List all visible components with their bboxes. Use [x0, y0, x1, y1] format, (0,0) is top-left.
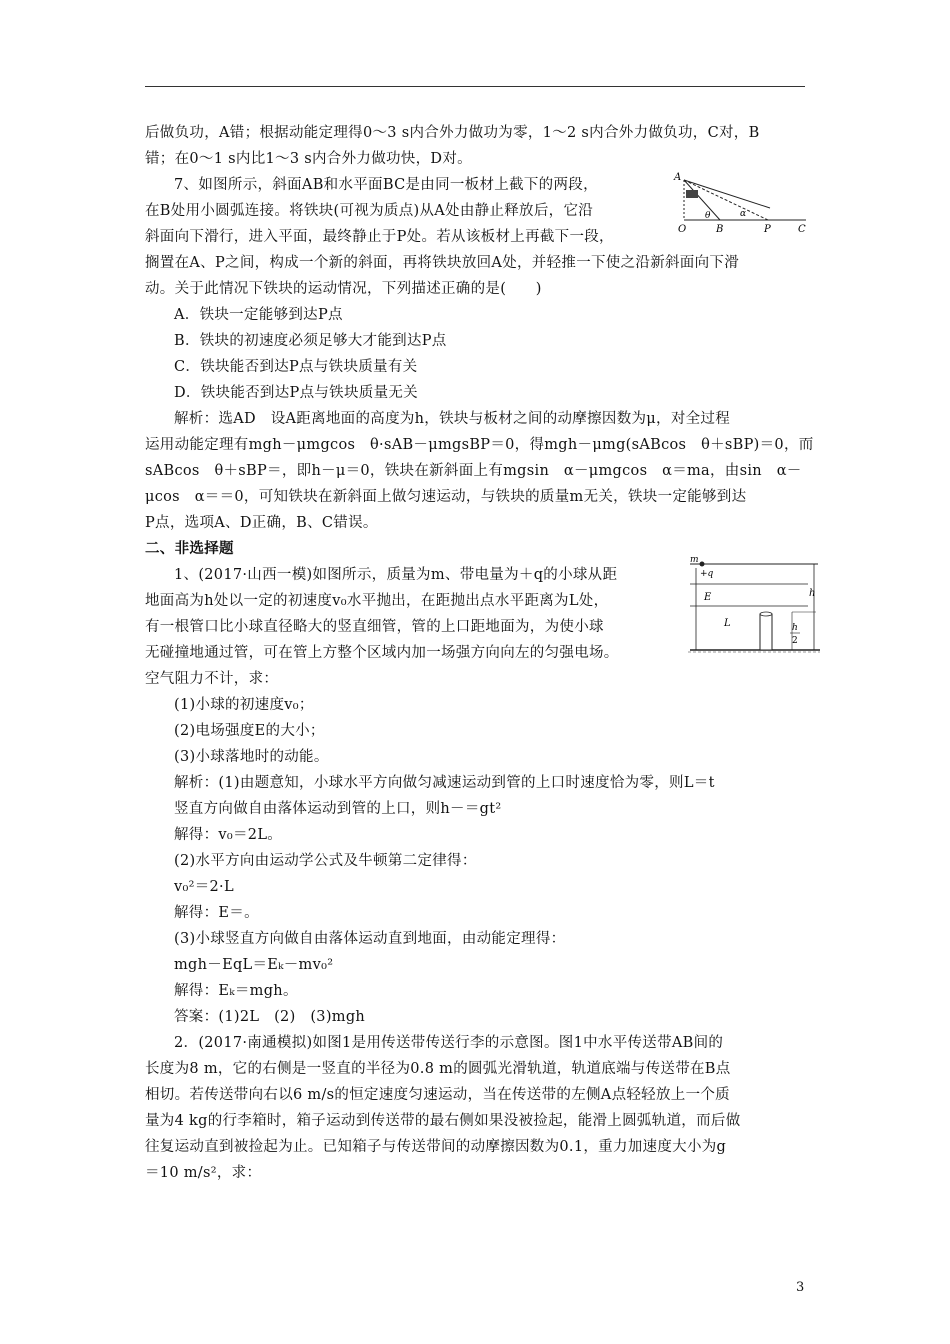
solution-line: P点，选项A、D正确，B、C错误。 — [145, 515, 378, 531]
sub-question: (2)电场强度E的大小； — [174, 723, 325, 739]
question-2-stem: 2．(2017·南通模拟)如图1是用传送带传送行李的示意图。图1中水平传送带AB间的 — [174, 1035, 724, 1051]
solution-line: 解得：v₀＝2L。 — [174, 827, 283, 843]
solution-line: 竖直方向做自由落体运动到管的上口，则h－＝gt² — [174, 801, 502, 817]
label-e: E — [704, 592, 712, 603]
option-c: C．铁块能否到达P点与铁块质量有关 — [174, 359, 418, 375]
incline-figure — [670, 168, 810, 238]
label-p: P — [764, 224, 771, 235]
text-line: 斜面向下滑行，进入平面，最终静止于P处。若从该板材上再截下一段， — [145, 229, 614, 245]
option-b: B．铁块的初速度必须足够大才能到达P点 — [174, 333, 447, 349]
text-line: 量为4 kg的行李箱时，箱子运动到传送带的最右侧如果没被捡起，能滑上圆弧轨道，而后做 — [145, 1113, 741, 1129]
text-line: ＝10 m/s²，求： — [145, 1165, 262, 1181]
label-alpha: α — [740, 209, 747, 219]
header-rule — [145, 86, 805, 87]
projectile-field-figure — [688, 554, 824, 658]
solution-line: 解析：(1)由题意知，小球水平方向做匀减速运动到管的上口时速度恰为零，则L＝t — [174, 775, 715, 791]
solution-line: 运用动能定理有mgh－μmgcos θ·sAB－μmgsBP＝0，得mgh－μmg(sABcos θ＋sBP)＝0，而 — [145, 437, 814, 453]
section-heading: 二、非选择题 — [145, 540, 234, 557]
text-line: 搁置在A、P之间，构成一个新的斜面，再将铁块放回A处，并轻推一下使之沿新斜面向下滑 — [145, 255, 739, 271]
sub-question: (1)小球的初速度v₀； — [174, 697, 314, 713]
text-line: 长度为8 m，它的右侧是一竖直的半径为0.8 m的圆弧光滑轨道，轨道底端与传送带在B点 — [145, 1061, 731, 1077]
text-line: 后做负功，A错；根据动能定理得0～3 s内合外力做功为零，1～2 s内合外力做负功，C对，B — [145, 125, 760, 141]
answer-line: 答案：(1)2L (2) (3)mgh — [174, 1009, 366, 1025]
sub-question: (3)小球落地时的动能。 — [174, 749, 329, 765]
label-q: +q — [700, 569, 714, 579]
label-a: A — [674, 172, 682, 183]
solution-line: (3)小球竖直方向做自由落体运动直到地面，由动能定理得： — [174, 931, 566, 947]
solution-line: μcos α＝＝0，可知铁块在新斜面上做匀速运动，与铁块的质量m无关，铁块一定能够到达 — [145, 489, 747, 505]
solution-line: 解得：Eₖ＝mgh。 — [174, 983, 298, 999]
text-line: 在B处用小圆弧连接。将铁块(可视为质点)从A处由静止释放后，它沿 — [145, 203, 594, 219]
text-line: 空气阻力不计，求： — [145, 671, 279, 687]
label-l: L — [724, 618, 731, 629]
solution-line: mgh－EqL＝Eₖ－mv₀² — [174, 957, 334, 973]
label-b: B — [716, 224, 724, 235]
text-line: 动。关于此情况下铁块的运动情况，下列描述正确的是( ) — [145, 281, 542, 297]
label-theta: θ — [705, 211, 711, 221]
text-line: 有一根管口比小球直径略大的竖直细管，管的上口距地面为，为使小球 — [145, 619, 604, 635]
label-half-h: h — [792, 623, 798, 633]
solution-line: sABcos θ＋sBP＝，即h－μ＝0，铁块在新斜面上有mgsin α－μmgcos α＝ma，由sin α－ — [145, 463, 802, 479]
text-line: 地面高为h处以一定的初速度v₀水平抛出，在距抛出点水平距离为L处， — [145, 593, 609, 609]
label-m: m — [690, 555, 699, 565]
option-d: D．铁块能否到达P点与铁块质量无关 — [174, 385, 418, 401]
solution-line: (2)水平方向由运动学公式及牛顿第二定律得： — [174, 853, 477, 869]
label-h: h — [809, 588, 816, 599]
label-c: C — [798, 224, 806, 235]
question-1-stem: 1、(2017·山西一模)如图所示，质量为m、带电量为＋q的小球从距 — [174, 567, 618, 583]
label-two: 2 — [792, 636, 798, 646]
text-line: 无碰撞地通过管，可在管上方整个区域内加一场强方向向左的匀强电场。 — [145, 645, 619, 661]
text-line: 相切。若传送带向右以6 m/s的恒定速度匀速运动，当在传送带的左侧A点轻轻放上一个质 — [145, 1087, 730, 1103]
text-line: 往复运动直到被捡起为止。已知箱子与传送带间的动摩擦因数为0.1，重力加速度大小为g — [145, 1139, 727, 1155]
solution-line: v₀²＝2·L — [174, 879, 234, 895]
page-number: 3 — [796, 1280, 805, 1295]
label-o: O — [678, 224, 687, 235]
question-7-stem: 7、如图所示，斜面AB和水平面BC是由同一板材上截下的两段， — [174, 177, 598, 193]
solution-line: 解析：选AD 设A距离地面的高度为h，铁块与板材之间的动摩擦因数为μ，对全过程 — [174, 411, 731, 427]
text-line: 错；在0～1 s内比1～3 s内合外力做功快，D对。 — [145, 151, 472, 167]
solution-line: 解得：E＝。 — [174, 905, 259, 921]
option-a: A．铁块一定能够到达P点 — [174, 307, 343, 323]
